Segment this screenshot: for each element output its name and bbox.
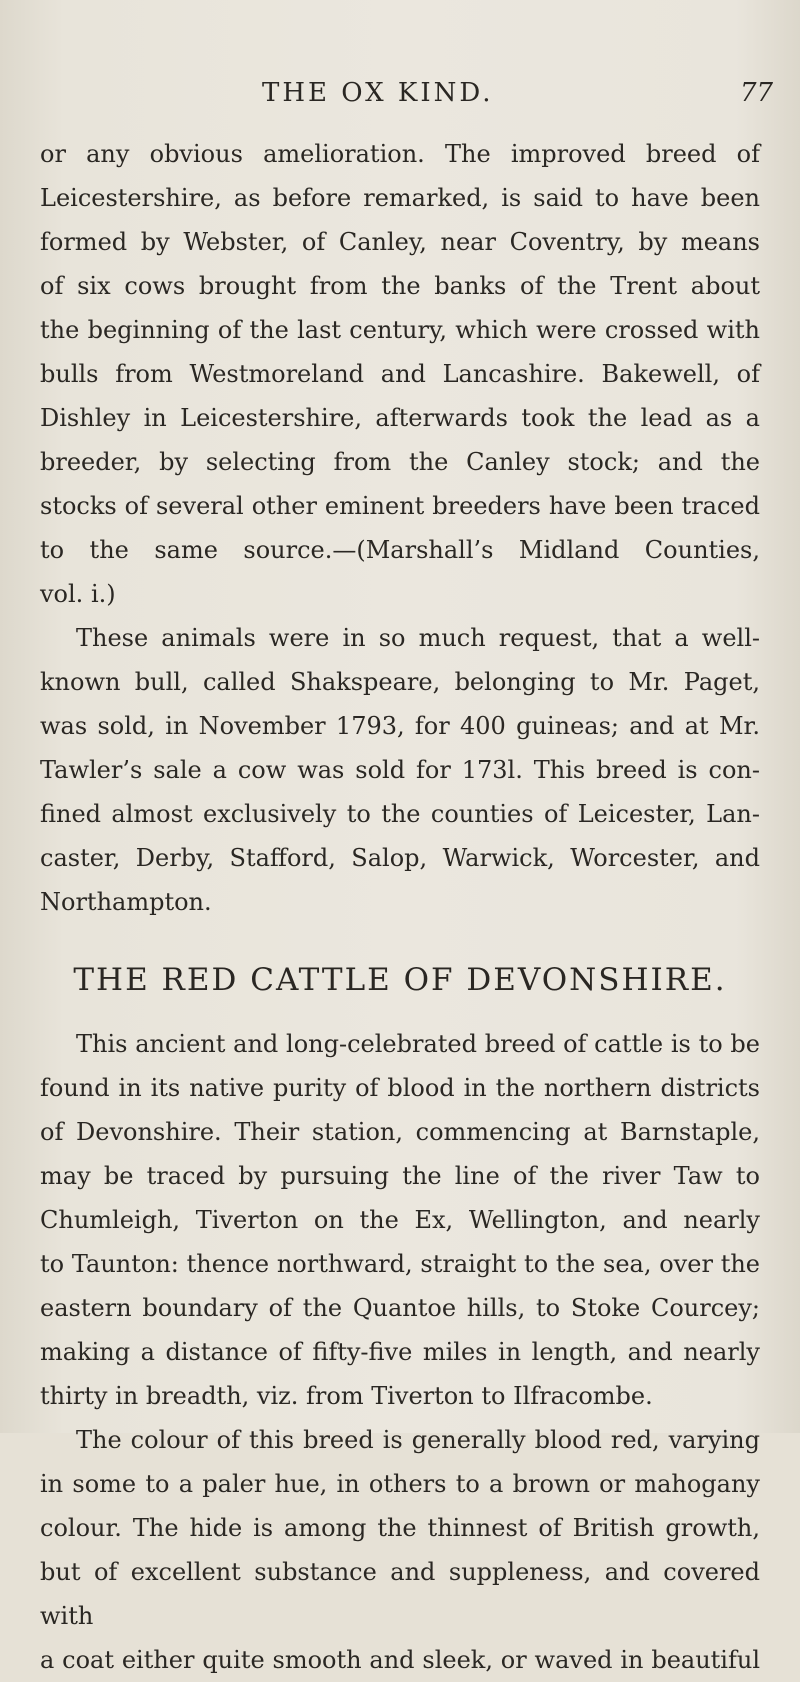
text-line: to Taunton: thence northward, straight to the sea, over the [40, 1250, 760, 1278]
text-line: caster, Derby, Stafford, Salop, Warwick, Worcester, and [40, 844, 760, 872]
text-line: Dishley in Leicestershire, afterwards took the lead as a [40, 404, 760, 432]
text-line: or any obvious amelioration. The improved breed of [40, 140, 760, 168]
section-heading: THE RED CATTLE OF DEVONSHIRE. [73, 962, 727, 998]
text-line: thirty in breadth, viz. from Tiverton to Ilfracombe. [40, 1382, 653, 1410]
paragraph-1 [40, 132, 760, 616]
text-line: These animals were in so much request, that a well- [76, 624, 760, 652]
paragraph-3 [40, 1022, 760, 1418]
text-line: colour. The hide is among the thinnest of British growth, [40, 1514, 760, 1542]
text-line: of Devonshire. Their station, commencing at Barnstaple, [40, 1118, 760, 1146]
text-line: The colour of this breed is generally blood red, varying [76, 1426, 760, 1454]
text-line: of six cows brought from the banks of the Trent about [40, 272, 760, 300]
text-line: in some to a paler hue, in others to a brown or mahogany [40, 1470, 760, 1498]
text-line: Chumleigh, Tiverton on the Ex, Wellington, and nearly [40, 1206, 760, 1234]
text-line: formed by Webster, of Canley, near Coventry, by means [40, 228, 760, 256]
paragraph-2 [40, 616, 760, 924]
text-line: may be traced by pursuing the line of the river Taw to [40, 1162, 760, 1190]
text-line: bulls from Westmoreland and Lancashire. Bakewell, of [40, 360, 760, 388]
text-line: stocks of several other eminent breeders have been traced [40, 492, 760, 520]
text-line: fined almost exclusively to the counties of Leicester, Lan- [40, 800, 760, 828]
text-line: Northampton. [40, 888, 212, 916]
text-line: known bull, called Shakspeare, belonging to Mr. Paget, [40, 668, 760, 696]
text-line: but of excellent substance and suppleness, and covered with [40, 1558, 760, 1630]
text-line: Leicestershire, as before remarked, is said to have been [40, 184, 760, 212]
text-line: making a distance of fifty-five miles in length, and nearly [40, 1338, 760, 1366]
paragraph-4 [40, 1418, 760, 1682]
running-head: THE OX KIND. [262, 78, 494, 108]
text-line: eastern boundary of the Quantoe hills, to Stoke Courcey; [40, 1294, 760, 1322]
page-number: 77 [740, 78, 774, 108]
page-header [0, 78, 800, 118]
text-line: breeder, by selecting from the Canley stock; and the [40, 448, 760, 476]
text-line: was sold, in November 1793, for 400 guineas; and at Mr. [40, 712, 760, 740]
text-line: a coat either quite smooth and sleek, or waved in beautiful [40, 1646, 760, 1674]
text-line: found in its native purity of blood in the northern districts [40, 1074, 760, 1102]
text-line: This ancient and long-celebrated breed of cattle is to be [76, 1030, 760, 1058]
text-line: the beginning of the last century, which were crossed with [40, 316, 760, 344]
text-line: vol. i.) [40, 580, 116, 608]
text-line: to the same source.—(Marshall’s Midland Counties, [40, 536, 760, 564]
text-line: Tawler’s sale a cow was sold for 173l. This breed is con- [40, 756, 760, 784]
